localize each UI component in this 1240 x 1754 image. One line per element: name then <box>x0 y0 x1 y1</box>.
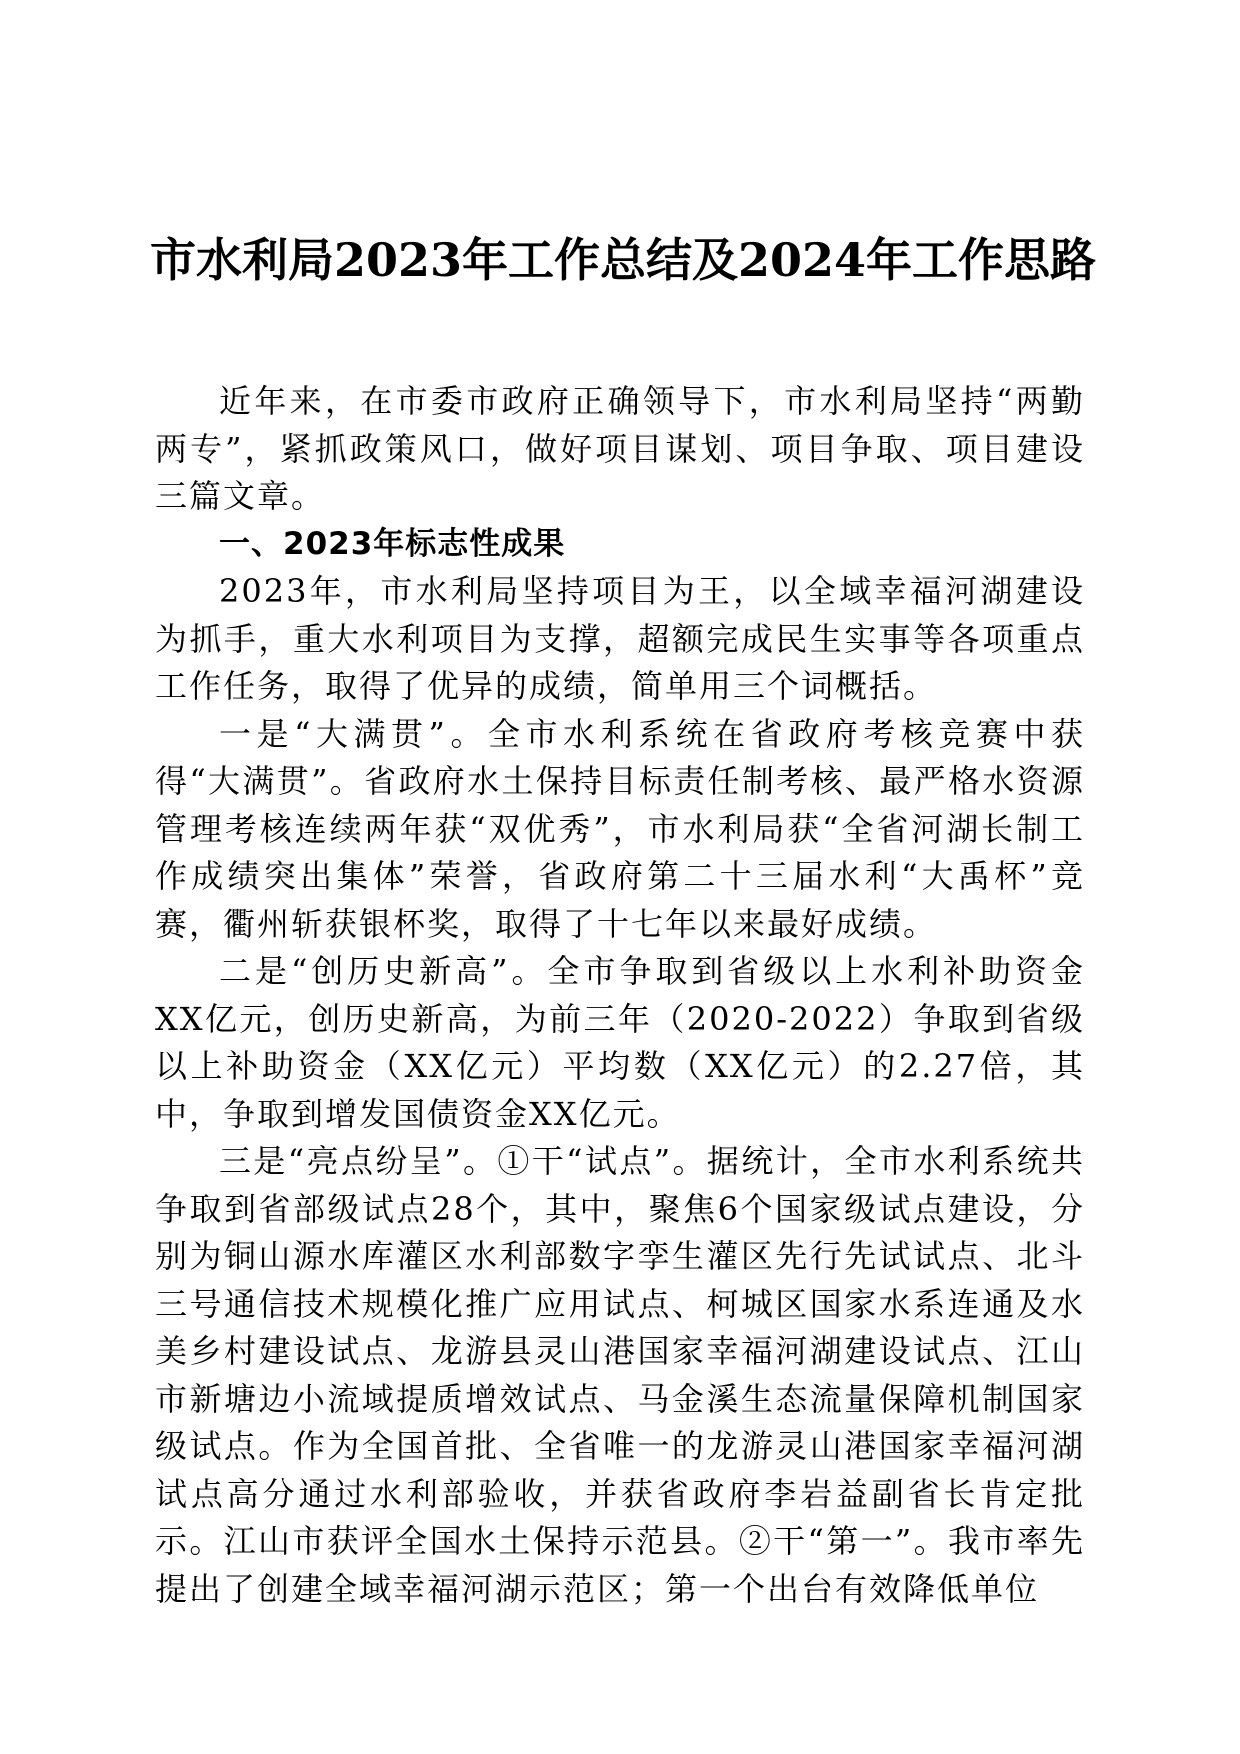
body-paragraph: 二是“创历史新高”。全市争取到省级以上水利补助资金XX亿元，创历史新高，为前三年（2020-2022）争取到省级以上补助资金（XX亿元）平均数（XX亿元）的2.27倍，其中，争取到增发国债资金XX亿元。 <box>155 952 1085 1133</box>
section-heading: 一、2023年标志性成果 <box>219 525 566 562</box>
document-body <box>155 378 1085 1613</box>
body-paragraph: 一是“大满贯”。全市水利系统在省政府考核竞赛中获得“大满贯”。省政府水土保持目标责任制考核、最严格水资源管理考核连续两年获“双优秀”，市水利局获“全省河湖长制工作成绩突出集体”荣誉，省政府第二十三届水利“大禹杯”竞赛，衢州斩获银杯奖，取得了十七年以来最好成绩。 <box>155 714 1085 943</box>
body-paragraph: 2023年，市水利局坚持项目为王，以全域幸福河湖建设为抓手，重大水利项目为支撑，超额完成民生实事等各项重点工作任务，取得了优异的成绩，简单用三个词概括。 <box>155 572 1085 705</box>
document-title: 市水利局2023年工作总结及2024年工作思路 <box>150 233 1097 287</box>
body-paragraph: 三是“亮点纷呈”。①干“试点”。据统计，全市水利系统共争取到省部级试点28个，其中，聚焦6个国家级试点建设，分别为铜山源水库灌区水利部数字孪生灌区先行先试试点、北斗三号通信技术规模化推广应用试点、柯城区国家水系连通及水美乡村建设试点、龙游县灵山港国家幸福河湖建设试点、江山市新塘边小流域提质增效试点、马金溪生态流量保障机制国家级试点。作为全国首批、全省唯一的龙游灵山港国家幸福河湖试点高分通过水利部验收，并获省政府李岩益副省长肯定批示。江山市获评全国水土保持示范县。②干“第一”。我市率先提出了创建全域幸福河湖示范区；第一个出台有效降低单位 <box>155 1142 1085 1608</box>
intro-paragraph: 近年来，在市委市政府正确领导下，市水利局坚持“两勤两专”，紧抓政策风口，做好项目谋划、项目争取、项目建设三篇文章。 <box>155 382 1085 515</box>
